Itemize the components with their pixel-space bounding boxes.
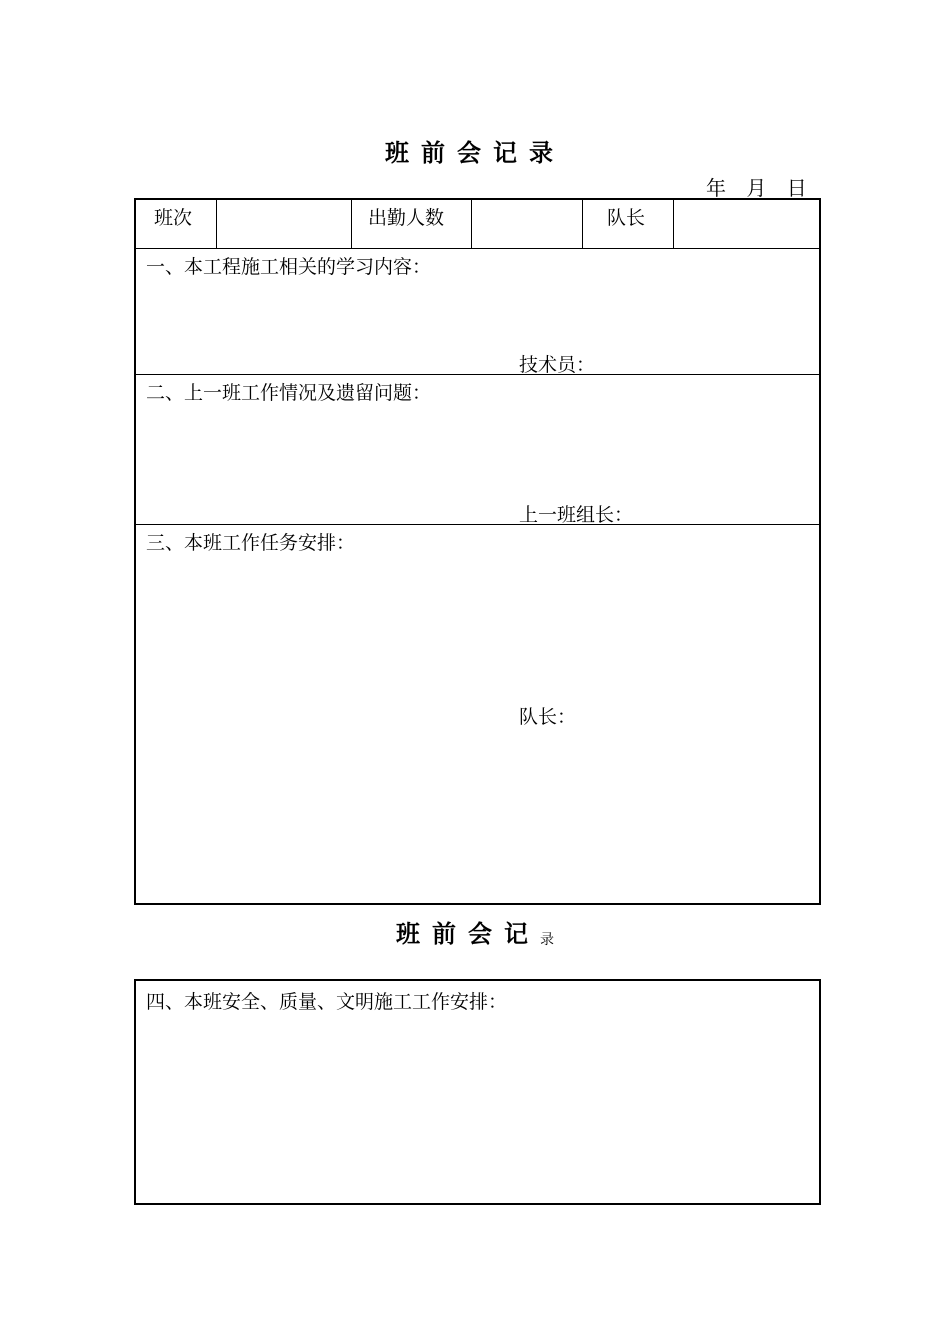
section4-label: 四、本班安全、质量、文明施工工作安排： <box>146 991 508 1013</box>
page-title: 班前会记录 <box>385 139 565 167</box>
date-line <box>706 172 807 201</box>
attendance-value-cell[interactable] <box>477 201 577 246</box>
section2-sign: 上一班组长： <box>519 504 634 526</box>
date-year: 年 <box>706 176 726 200</box>
date-day: 日 <box>786 176 807 200</box>
meeting-record-table <box>134 198 821 905</box>
section3-sign: 队长： <box>519 706 577 728</box>
safety-arrangement-table <box>134 979 821 1205</box>
header-divider-5 <box>673 200 674 249</box>
header-divider-4 <box>582 200 583 249</box>
title2-small: 录 <box>540 932 554 948</box>
captain-label: 队长 <box>607 207 646 229</box>
section2-label: 二、上一班工作情况及遗留问题： <box>146 382 432 404</box>
section1-label: 一、本工程施工相关的学习内容： <box>146 256 432 278</box>
header-divider-1 <box>216 200 217 249</box>
row-divider-1 <box>136 248 819 249</box>
shift-label: 班次 <box>154 207 193 229</box>
date-month: 月 <box>746 176 767 200</box>
shift-value-cell[interactable] <box>222 201 347 246</box>
captain-value-cell[interactable] <box>679 201 817 246</box>
title2-main: 班前会记 <box>396 920 540 948</box>
row-divider-2 <box>136 374 819 375</box>
header-divider-3 <box>471 200 472 249</box>
section1-sign: 技术员： <box>519 354 596 376</box>
header-divider-2 <box>351 200 352 249</box>
section3-label: 三、本班工作任务安排： <box>146 532 356 554</box>
attendance-label: 出勤人数 <box>368 207 445 229</box>
page-title-2 <box>0 914 950 949</box>
row-divider-3 <box>136 524 819 525</box>
